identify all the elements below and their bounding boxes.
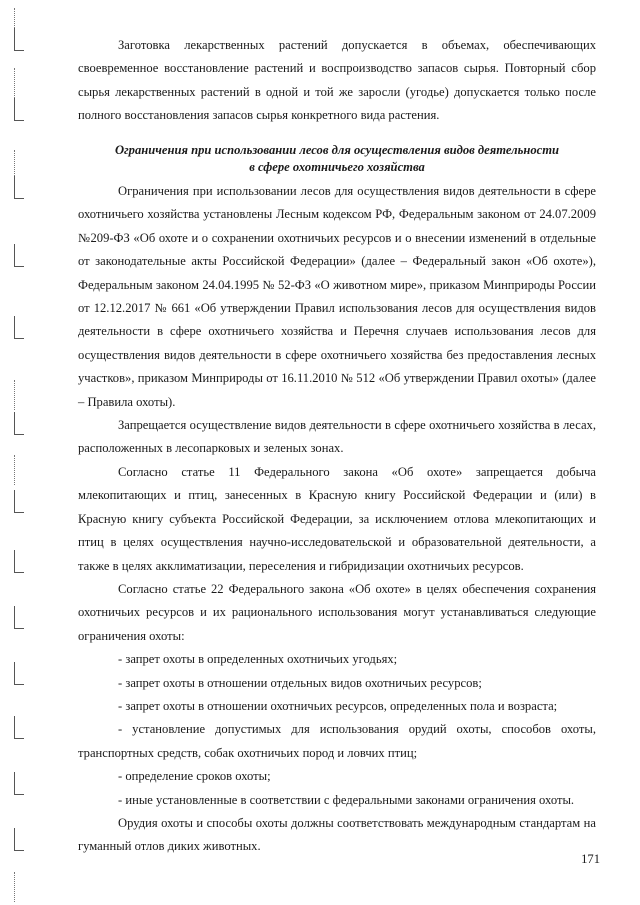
list-item: - определение сроков охоты;: [118, 769, 271, 784]
list-item: - установление допустимых для использования орудий охоты, способов охоты, транспортных средств, собак охотничьих пород и ловчих птиц;: [78, 722, 596, 760]
binding-mark: [14, 98, 24, 121]
section-heading: [78, 142, 596, 176]
list-item: - запрет охоты в определенных охотничьих угодьях;: [118, 652, 398, 667]
binding-mark: [14, 828, 24, 851]
page-number: 171: [581, 852, 600, 866]
list-item: - запрет охоты в отношении отдельных видов охотничьих ресурсов;: [118, 675, 482, 690]
binding-dash: [14, 455, 16, 485]
binding-mark: [14, 772, 24, 795]
binding-dash: [14, 380, 16, 410]
section-heading-line-2: в сфере охотничьего хозяйства: [249, 160, 425, 174]
binding-mark: [14, 550, 24, 573]
list-item: - запрет охоты в отношении охотничьих ресурсов, определенных пола и возраста;: [118, 698, 558, 713]
body-text: [78, 180, 596, 859]
binding-mark: [14, 244, 24, 267]
binding-dash: [14, 872, 16, 902]
binding-margin: [0, 0, 30, 905]
paragraph-hunting-tools: Орудия охоты и способы охоты должны соответствовать международным стандартам на гуманный отлов диких животных.: [78, 815, 596, 854]
binding-dash: [14, 68, 16, 98]
binding-mark: [14, 28, 24, 51]
binding-mark: [14, 606, 24, 629]
binding-mark: [14, 412, 24, 435]
binding-mark: [14, 316, 24, 339]
binding-mark: [14, 716, 24, 739]
top-paragraph-block: [78, 34, 596, 128]
section-heading-line-1: Ограничения при использовании лесов для осуществления видов деятельности: [114, 143, 560, 157]
paragraph-prohibition: Запрещается осуществление видов деятельности в сфере охотничьего хозяйства в лесах, расположенных в лесопарковых и зеленых зонах.: [78, 418, 596, 456]
paragraph-legal-basis: Ограничения при использовании лесов для осуществления видов деятельности в сфере охотничьего хозяйства установлены Лесным кодексом РФ, Федеральным законом от 24.07.2009 №209-ФЗ «Об охоте и о сохранении охотничьих ресурсов и о внесении изменений в отдельные от законодательные акты Российской Федерации» (далее – Федеральный закон «Об охоте»), Федеральным законом 24.04.1995 № 52-ФЗ «О животном мире», приказом Минприроды России от 12.12.2017 № 661 «Об утверждении Правил использования лесов для осуществления видов деятельности в сфере охотничьего хозяйства и Перечня случаев использования лесов для осуществления видов деятельности в сфере охотничьего хозяйства без предоставления лесных участков», приказом Минприроды от 16.11.2010 № 512 «Об утверждении Правил охоты» (далее – Правила охоты).: [78, 184, 596, 409]
paragraph-article-11: Согласно статье 11 Федерального закона «Об охоте» запрещается добыча млекопитающих и птиц, занесенных в Красную книгу Российской Федерации и (или) в Красную книгу субъекта Российской Федерации, за исключением отлова млекопитающих и птиц в целях осуществления научно-исследовательской и образовательной деятельности, а также в целях акклиматизации, переселения и гибридизации охотничьих ресурсов.: [78, 464, 596, 573]
binding-mark: [14, 176, 24, 199]
paragraph-article-22: Согласно статье 22 Федерального закона «Об охоте» в целях обеспечения сохранения охотничьих ресурсов и их рационального использования могут устанавливаться следующие ограничения охоты:: [78, 581, 596, 643]
list-item: - иные установленные в соответствии с федеральными законами ограничения охоты.: [118, 792, 575, 807]
top-paragraph: Заготовка лекарственных растений допускается в объемах, обеспечивающих своевременное восстановление растений и воспроизводство запасов сырья. Повторный сбор сырья лекарственных растений в одной и той же заросли (угодье) допускается только после полного восстановления запасов сырья конкретного вида растения.: [78, 38, 596, 123]
binding-mark: [14, 662, 24, 685]
binding-mark: [14, 490, 24, 513]
